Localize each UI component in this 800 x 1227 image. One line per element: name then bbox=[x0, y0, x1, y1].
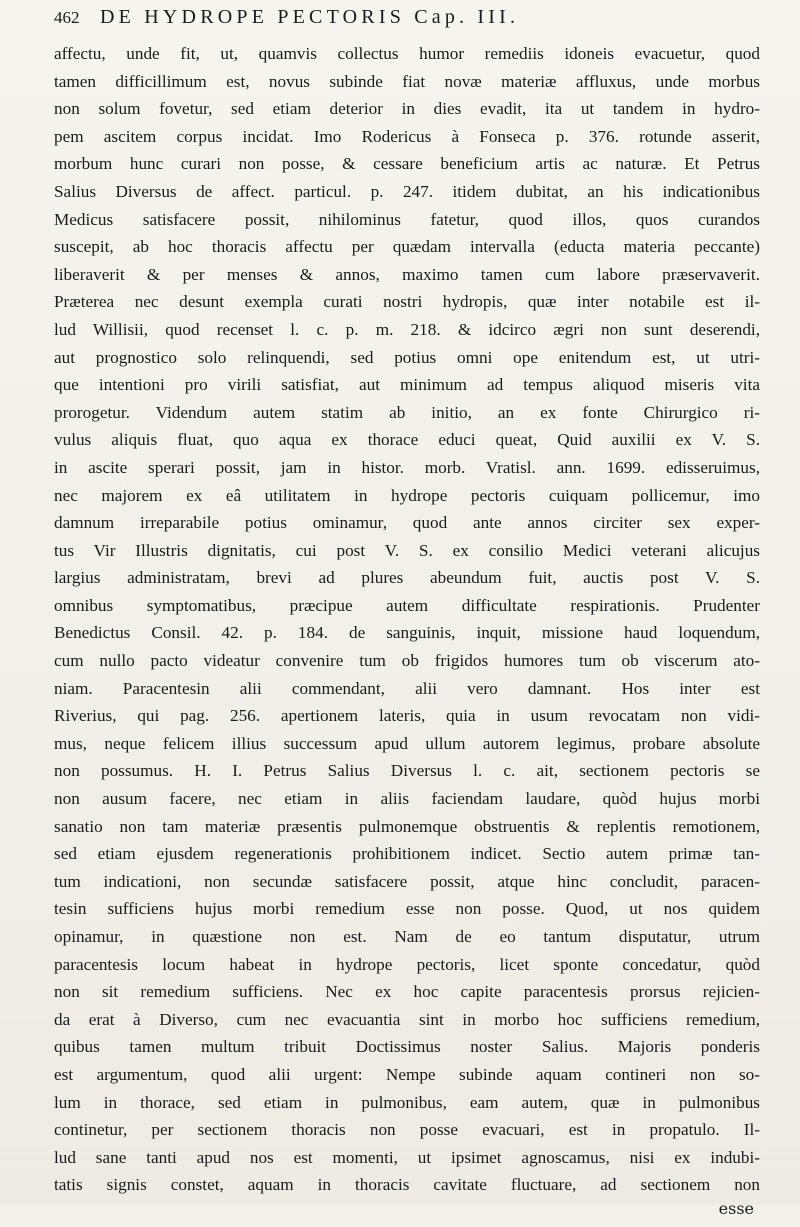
text-line: niam. Paracentesin alii commendant, alii vero damnant. Hos inter est bbox=[54, 678, 760, 698]
text-line: tamen difficillimum est, novus subinde fiat novæ materiæ affluxus, unde morbus bbox=[54, 71, 760, 91]
text-line: lud Willisii, quod recenset l. c. p. m. 218. & idcirco ægri non sunt deserendi, bbox=[54, 319, 760, 339]
text-line: omnibus symptomatibus, præcipue autem difficultate respirationis. Prudenter bbox=[54, 595, 760, 615]
page-number: 462 bbox=[54, 8, 80, 27]
text-line: tum indicationi, non secundæ satisfacere possit, atque hinc concludit, paracen- bbox=[54, 871, 760, 891]
page-header bbox=[54, 6, 760, 40]
text-line: mus, neque felicem illius successum apud ullum autorem legimus, probare absolute bbox=[54, 733, 760, 753]
text-line: tesin sufficiens hujus morbi remedium esse non posse. Quod, ut nos quidem bbox=[54, 899, 760, 919]
text-line: Benedictus Consil. 42. p. 184. de sanguinis, inquit, missione haud loquendum, bbox=[54, 623, 760, 643]
text-line: nec majorem ex eâ utilitatem in hydrope pectoris cuiquam pollicemur, imo bbox=[54, 485, 760, 505]
text-line: non possumus. H. I. Petrus Salius Diversus l. c. ait, sectionem pectoris se bbox=[54, 761, 760, 781]
text-line: liberaverit & per menses & annos, maximo tamen cum labore præservaverit. bbox=[54, 264, 760, 284]
text-line: est argumentum, quod alii urgent: Nempe subinde aquam contineri non so- bbox=[54, 1064, 760, 1084]
text-line: largius administratam, brevi ad plures abeundum fuit, auctis post V. S. bbox=[54, 568, 760, 588]
text-line: cum nullo pacto videatur convenire tum ob frigidos humores tum ob viscerum ato- bbox=[54, 651, 760, 671]
text-line: Medicus satisfacere possit, nihilominus fatetur, quod illos, quos curandos bbox=[54, 209, 760, 229]
text-line: suscepit, ab hoc thoracis affectu per quædam intervalla (educta materia peccante) bbox=[54, 237, 760, 257]
text-line: damnum irreparabile potius ominamur, quod ante annos circiter sex exper- bbox=[54, 513, 760, 533]
text-line: vulus aliquis fluat, quo aqua ex thorace educi queat, Quid auxilii ex V. S. bbox=[54, 430, 760, 450]
catchword: esse bbox=[718, 1198, 754, 1218]
text-line: aut prognostico solo relinquendi, sed potius omni ope enitendum est, ut utri- bbox=[54, 347, 760, 367]
text-line: affectu, unde fit, ut, quamvis collectus humor remediis idoneis evacuetur, quod bbox=[54, 44, 760, 63]
text-line: que intentioni pro virili satisfiat, aut minimum ad tempus aliquod miseris vita bbox=[54, 375, 760, 395]
text-line: quibus tamen multum tribuit Doctissimus noster Salius. Majoris ponderis bbox=[54, 1037, 760, 1057]
text-line: prorogetur. Videndum autem statim ab initio, an ex fonte Chirurgico ri- bbox=[54, 402, 760, 422]
text-line: morbum hunc curari non posse, & cessare beneficium artis ac naturæ. Et Petrus bbox=[54, 154, 760, 174]
text-line: opinamur, in quæstione non est. Nam de eo tantum disputatur, utrum bbox=[54, 927, 760, 946]
text-line: continetur, per sectionem thoracis non posse evacuari, est in propatulo. Il- bbox=[54, 1120, 760, 1140]
text-line: paracentesis locum habeat in hydrope pectoris, licet sponte concedatur, quòd bbox=[54, 954, 760, 974]
text-line: Præterea nec desunt exempla curati nostri hydropis, quæ inter notabile est il- bbox=[54, 292, 760, 312]
text-line: tatis signis constet, aquam in thoracis cavitate fluctuare, ad sectionem non bbox=[54, 1175, 760, 1195]
text-line: lud sane tanti apud nos est momenti, ut ipsimet agnoscamus, nisi ex indubi- bbox=[54, 1147, 760, 1167]
running-title: DE HYDROPE PECTORIS Cap. III. bbox=[100, 6, 520, 28]
text-line: sed etiam ejusdem regenerationis prohibitionem indicet. Sectio autem primæ tan- bbox=[54, 844, 760, 864]
text-line: non ausum facere, nec etiam in aliis faciendam laudare, quòd hujus morbi bbox=[54, 789, 760, 809]
text-line: pem ascitem corpus incidat. Imo Rodericus à Fonseca p. 376. rotunde asserit, bbox=[54, 126, 760, 146]
text-line: da erat à Diverso, cum nec evacuantia sint in morbo hoc sufficiens remedium, bbox=[54, 1009, 760, 1029]
text-line: non solum fovetur, sed etiam deterior in dies evadit, ita ut tandem in hydro- bbox=[54, 99, 760, 119]
text-line: non sit remedium sufficiens. Nec ex hoc capite paracentesis prorsus rejicien- bbox=[54, 982, 760, 1002]
text-line: lum in thorace, sed etiam in pulmonibus, eam autem, quæ in pulmonibus bbox=[54, 1092, 760, 1112]
text-line: sanatio non tam materiæ præsentis pulmonemque obstruentis & replentis remotionem, bbox=[54, 816, 760, 836]
text-line: tus Vir Illustris dignitatis, cui post V. S. ex consilio Medici veterani alicujus bbox=[54, 540, 760, 560]
text-line: Salius Diversus de affect. particul. p. 247. itidem dubitat, an his indicationibus bbox=[54, 181, 760, 201]
text-line: Riverius, qui pag. 256. apertionem lateris, quia in usum revocatam non vidi- bbox=[54, 706, 760, 726]
body-text bbox=[54, 40, 760, 1199]
text-line: in ascite sperari possit, jam in histor. morb. Vratisl. ann. 1699. edisseruimus, bbox=[54, 457, 760, 477]
